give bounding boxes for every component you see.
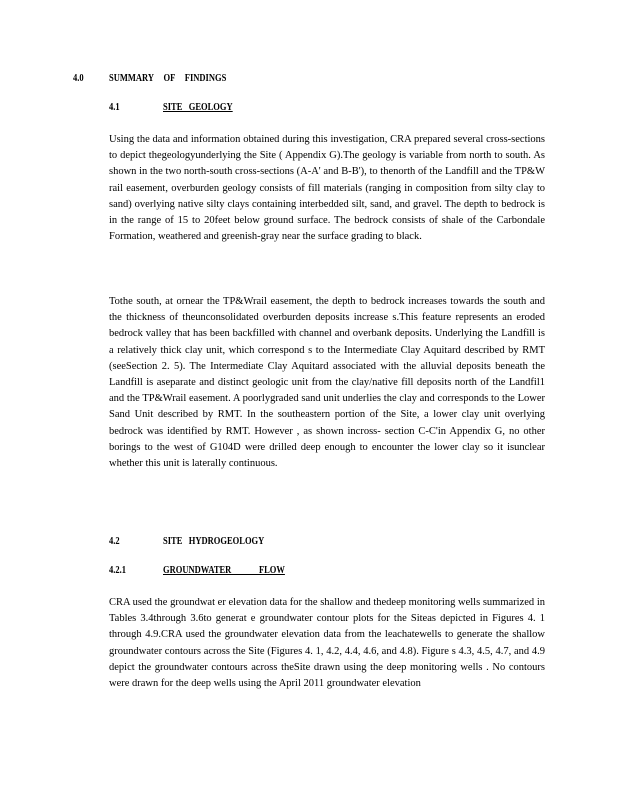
section-title-site-hydrogeology: SITE HYDROGEOLOGY: [163, 536, 265, 547]
section-title-groundwater-flow: GROUNDWATER FLOW: [163, 565, 285, 576]
section-number-4-1: 4.1: [109, 102, 120, 113]
section-title-site-geology: SITE GEOLOGY: [163, 102, 233, 113]
section-number-4-2: 4.2: [109, 536, 120, 547]
paragraph-groundwater-flow: CRA used the groundwat er elevation data for the shallow and thedeep monitoring wells summarized in Tables 3.4through 3.6to generat e groundwater contour plots for the Siteas depicted in Figures 4. 1 through 4.9.CRA used the groundwater elevation data from the leachatewells to generate the shallow groundwater contours across the Site (Figures 4. 1, 4.2, 4.4, 4.6, and 4.8). Figure s 4.3, 4.5, 4.7, and 4.9 depict the groundwater contours across theSite drawn using the deep monitoring wells . No contours were drawn for the deep wells using the April 2011 groundwater elevation: [109, 597, 545, 690]
paragraph-geology-1: Using the data and information obtained during this investigation, CRA prepared several cross-sections to depict thegeologyunderlying the Site ( Appendix G).The geology is variable from north to south. As shown in the two north-south cross-sections (A-A' and B-B'), to thenorth of the Landfill and the TP&W rail easement, overburden geology consists of fill materials (ranging in composition from silty clay to sand) overlying native silty clays containing interbedded silt, sand, and gravel. The depth to bedrock is in the range of 15 to 20feet below ground surface. The bedrock consists of shale of the Carbondale Formation, weathered and greenish-gray near the surface grading to black.: [109, 134, 545, 243]
section-title-summary-of-findings: SUMMARY OF FINDINGS: [109, 73, 227, 84]
section-number-4-0: 4.0: [73, 73, 84, 84]
paragraph-geology-2: Tothe south, at ornear the TP&Wrail easement, the depth to bedrock increases towards the south and the thickness of theunconsolidated overburden deposits increase s.This feature represents an eroded bedrock valley that has been backfilled with channel and overbank deposits. Underlying the Landfill is a relatively thick clay unit, which correspond s to the Intermediate Clay Aquitard described by RMT (seeSection 2. 5). The Intermediate Clay Aquitard associated with the alluvial deposits beneath the Landfill is aseparate and distinct geologic unit from the clay/native fill deposits north of the Landfil1 and the TP&Wrail easement. A poorlygraded sand unit underlies the clay and corresponds to the Lower Sand Unit described by RMT. In the southeastern portion of the Site, a lower clay unit overlying bedrock was identified by RMT. However , as shown incross- section C-C'in Appendix G, no other borings to the west of G104D were drilled deep enough to encounter the lower clay so it isunclear whether this unit is laterally continuous.: [109, 296, 545, 470]
section-number-4-2-1: 4.2.1: [109, 565, 126, 576]
